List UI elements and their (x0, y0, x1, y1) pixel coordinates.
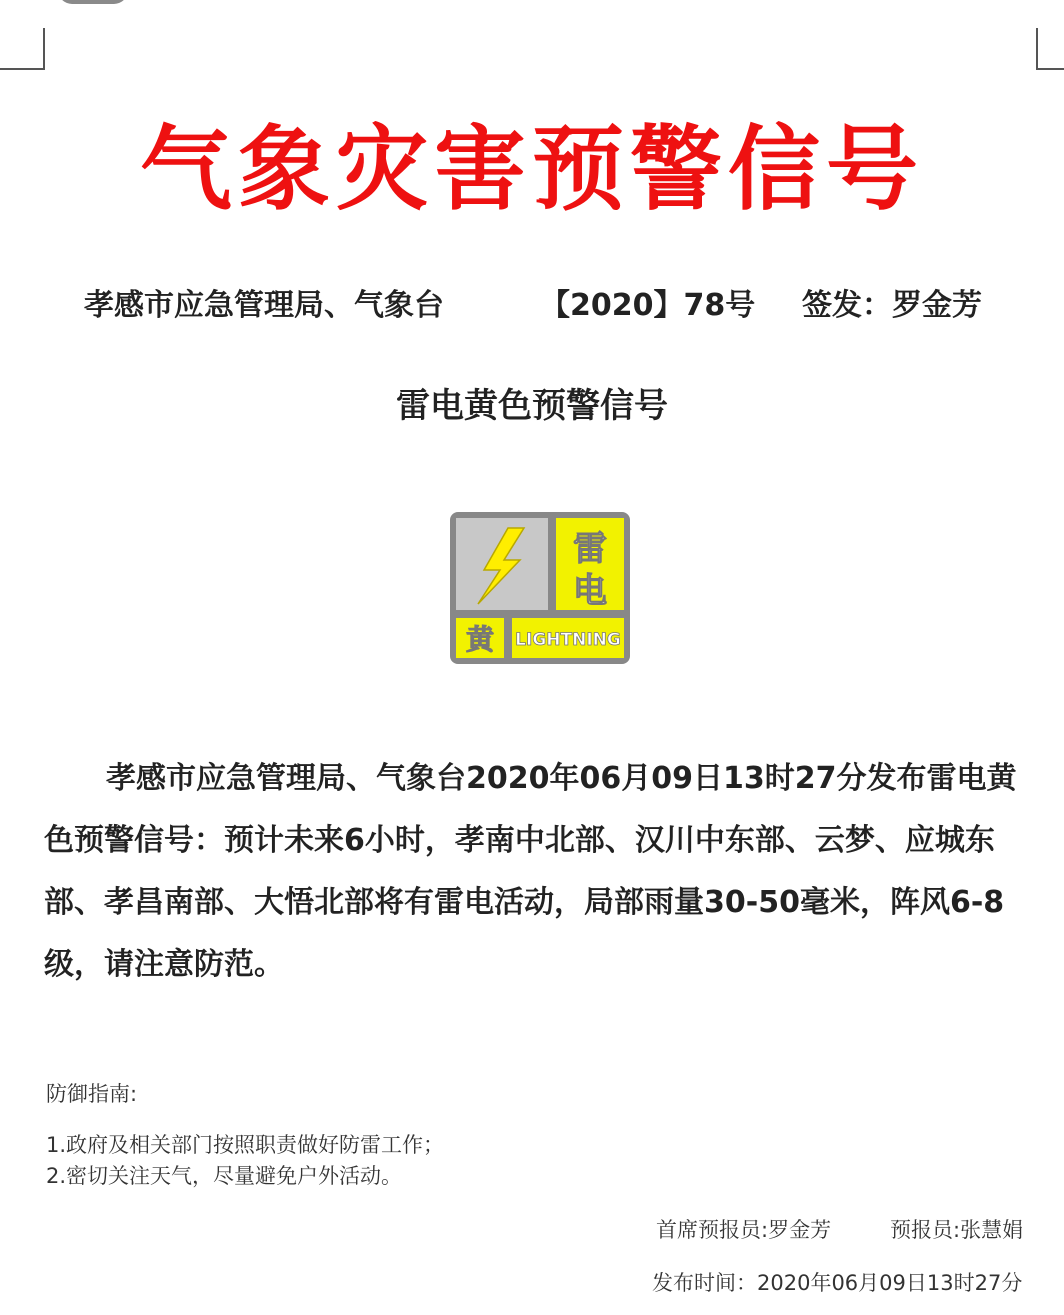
crop-mark-top-left-vertical (43, 28, 45, 70)
crop-mark-top-left (0, 68, 45, 70)
warning-body-text: 孝感市应急管理局、气象台2020年06月09日13时27分发布雷电黄色预警信号：预计未来6小时，孝南中北部、汉川中东部、云梦、应城东部、孝昌南部、大悟北部将有雷电活动，局部雨量30-50毫米，阵风6-8级，请注意防范。 (44, 761, 1017, 982)
chief-forecaster: 首席预报员:罗金芳 (656, 1218, 832, 1242)
icon-level-char: 黄 (465, 623, 495, 656)
forecaster: 预报员:张慧娟 (890, 1218, 1024, 1242)
release-time: 发布时间：2020年06月09日13时27分 (652, 1271, 1023, 1295)
issuer-row (0, 280, 1064, 330)
lightning-yellow-warning-icon (450, 512, 630, 664)
guidance-item: 2.密切关注天气，尽量避免户外活动。 (46, 1164, 403, 1188)
crop-mark-top-right (1036, 68, 1064, 70)
guidance-heading: 防御指南: (46, 1082, 138, 1106)
signed-by: 签发：罗金芳 (802, 288, 982, 323)
top-tab (58, 0, 128, 4)
warning-icon-graphic (450, 512, 630, 664)
guidance-list (46, 1130, 444, 1192)
icon-char-top: 雷 (573, 529, 607, 569)
crop-mark-top-right-vertical (1036, 28, 1038, 70)
icon-english-label: LIGHTNING (515, 630, 621, 650)
issuer-organization: 孝感市应急管理局、气象台 (84, 288, 444, 323)
icon-char-bottom: 电 (573, 571, 607, 611)
warning-subtitle: 雷电黄色预警信号 (396, 386, 668, 426)
main-title: 气象灾害预警信号 (139, 116, 924, 223)
guidance-item: 1.政府及相关部门按照职责做好防雷工作； (46, 1133, 445, 1157)
document-number: 【2020】78号 (540, 288, 756, 323)
